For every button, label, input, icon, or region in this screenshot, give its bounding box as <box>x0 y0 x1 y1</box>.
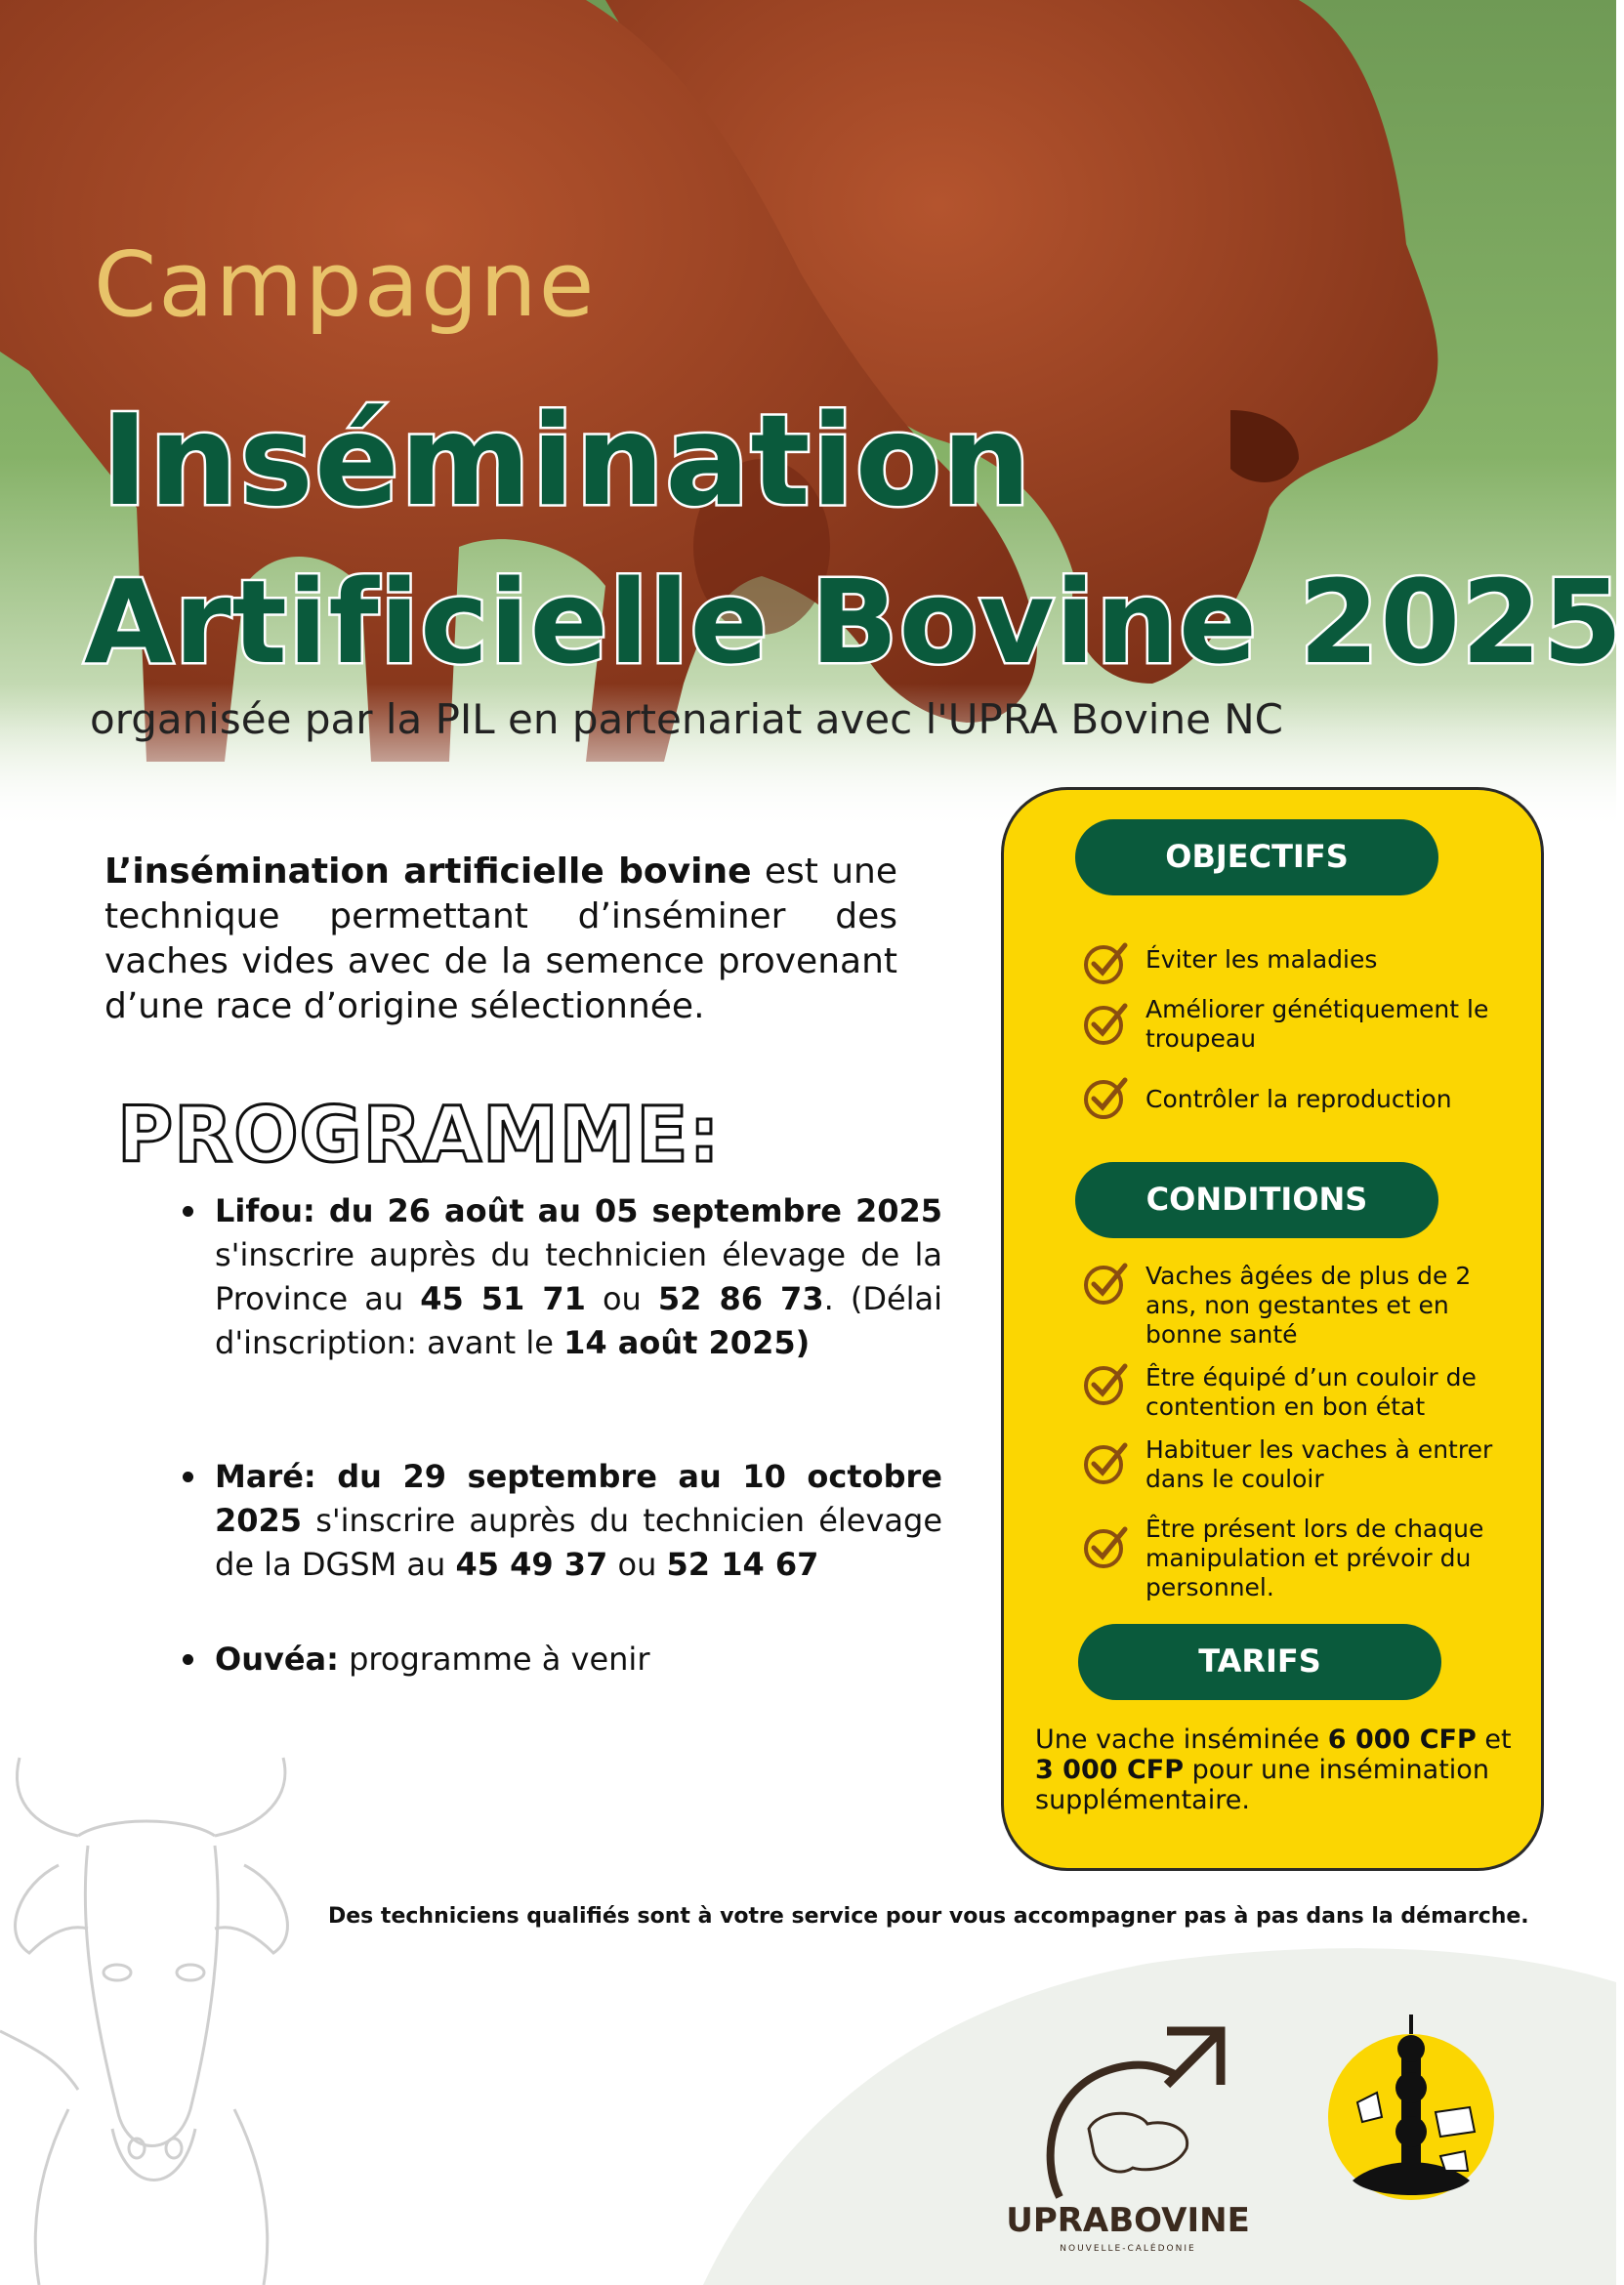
mare-phone-1: 45 49 37 <box>455 1546 608 1583</box>
footer-note: Des techniciens qualifiés sont à votre service pour vous accompagner pas à pas dans la démarche. <box>328 1904 1529 1929</box>
lifou-text: s'inscrire auprès du technicien élevage de la Province au <box>215 1236 942 1317</box>
check-icon <box>1082 1439 1131 1486</box>
check-icon <box>1082 1523 1131 1570</box>
main-title-line2: Artificielle Bovine 2025 <box>84 555 1624 689</box>
lifou-phone-2: 52 86 73 <box>657 1280 824 1317</box>
mare-or: ou <box>607 1546 667 1583</box>
price-2: 3 000 CFP <box>1035 1755 1184 1785</box>
condition-item: Vaches âgées de plus de 2 ans, non gestantes et en bonne santé <box>1145 1262 1472 1349</box>
program-item-mare <box>215 1455 942 1587</box>
program-item-lifou <box>215 1189 942 1365</box>
programme-title: PROGRAMME: <box>117 1092 721 1180</box>
objectif-item: Éviter les maladies <box>1145 945 1378 974</box>
main-title-line1: Insémination <box>102 389 1032 534</box>
tarifs-text-1: Une vache inséminée <box>1035 1724 1328 1755</box>
ouvea-heading: Ouvéa: <box>215 1641 339 1678</box>
intro-paragraph <box>104 850 897 1029</box>
subtitle: organisée par la PIL en partenariat avec l'UPRA Bovine NC <box>90 695 1283 743</box>
check-icon <box>1082 1260 1131 1307</box>
check-icon <box>1082 1360 1131 1407</box>
intro-bold: L’insémination artificielle bovine <box>104 852 752 892</box>
objectif-item: Améliorer génétiquement le troupeau <box>1145 995 1489 1053</box>
check-icon <box>1082 939 1131 986</box>
cow-sketch-illustration <box>0 1738 312 2285</box>
lifou-text-2: . (Délai d'inscription: avant le <box>215 1280 943 1361</box>
price-1: 6 000 CFP <box>1327 1724 1477 1755</box>
mare-text: s'inscrire auprès du technicien élevage de la DGSM au <box>215 1502 942 1583</box>
lifou-or: ou <box>585 1280 658 1317</box>
ouvea-text: programme à venir <box>338 1641 650 1678</box>
tarifs-text-3: pour une insémination supplémentaire. <box>1035 1755 1489 1815</box>
tarifs-text <box>1035 1724 1514 1815</box>
objectif-item: Contrôler la reproduction <box>1145 1085 1452 1113</box>
lifou-deadline: 14 août 2025) <box>563 1324 811 1361</box>
mare-phone-2: 52 14 67 <box>666 1546 819 1583</box>
intro-text: est une technique permettant d’inséminer des vaches vides avec de la semence provenant d’une race d’origine sélectionnée. <box>104 852 897 1026</box>
condition-item: Être équipé d’un couloir de contention en bon état <box>1145 1363 1477 1421</box>
tarifs-heading: TARIFS <box>1078 1624 1441 1700</box>
province-iles-logo <box>1323 2010 1499 2205</box>
tarifs-text-2: et <box>1476 1724 1512 1755</box>
mare-heading: Maré: du 29 septembre au 10 octobre 2025 <box>215 1458 942 1539</box>
condition-item: Être présent lors de chaque manipulation et prévoir du personnel. <box>1145 1515 1484 1601</box>
upra-logo-text: UPRABOVINE <box>1006 2201 1250 2240</box>
check-icon <box>1082 1000 1131 1047</box>
upra-bovine-logo <box>1006 2012 1250 2256</box>
objectifs-heading: OBJECTIFS <box>1075 819 1438 895</box>
check-icon <box>1082 1074 1131 1121</box>
lifou-heading: Lifou: du 26 août au 05 septembre 2025 <box>215 1192 942 1229</box>
condition-item: Habituer les vaches à entrer dans le couloir <box>1145 1435 1493 1493</box>
upra-logo-subtext: NOUVELLE-CALÉDONIE <box>1060 2244 1196 2254</box>
campagne-title: Campagne <box>94 232 597 337</box>
lifou-phone-1: 45 51 71 <box>420 1280 586 1317</box>
conditions-heading: CONDITIONS <box>1075 1162 1438 1238</box>
program-item-ouvea <box>215 1638 942 1682</box>
